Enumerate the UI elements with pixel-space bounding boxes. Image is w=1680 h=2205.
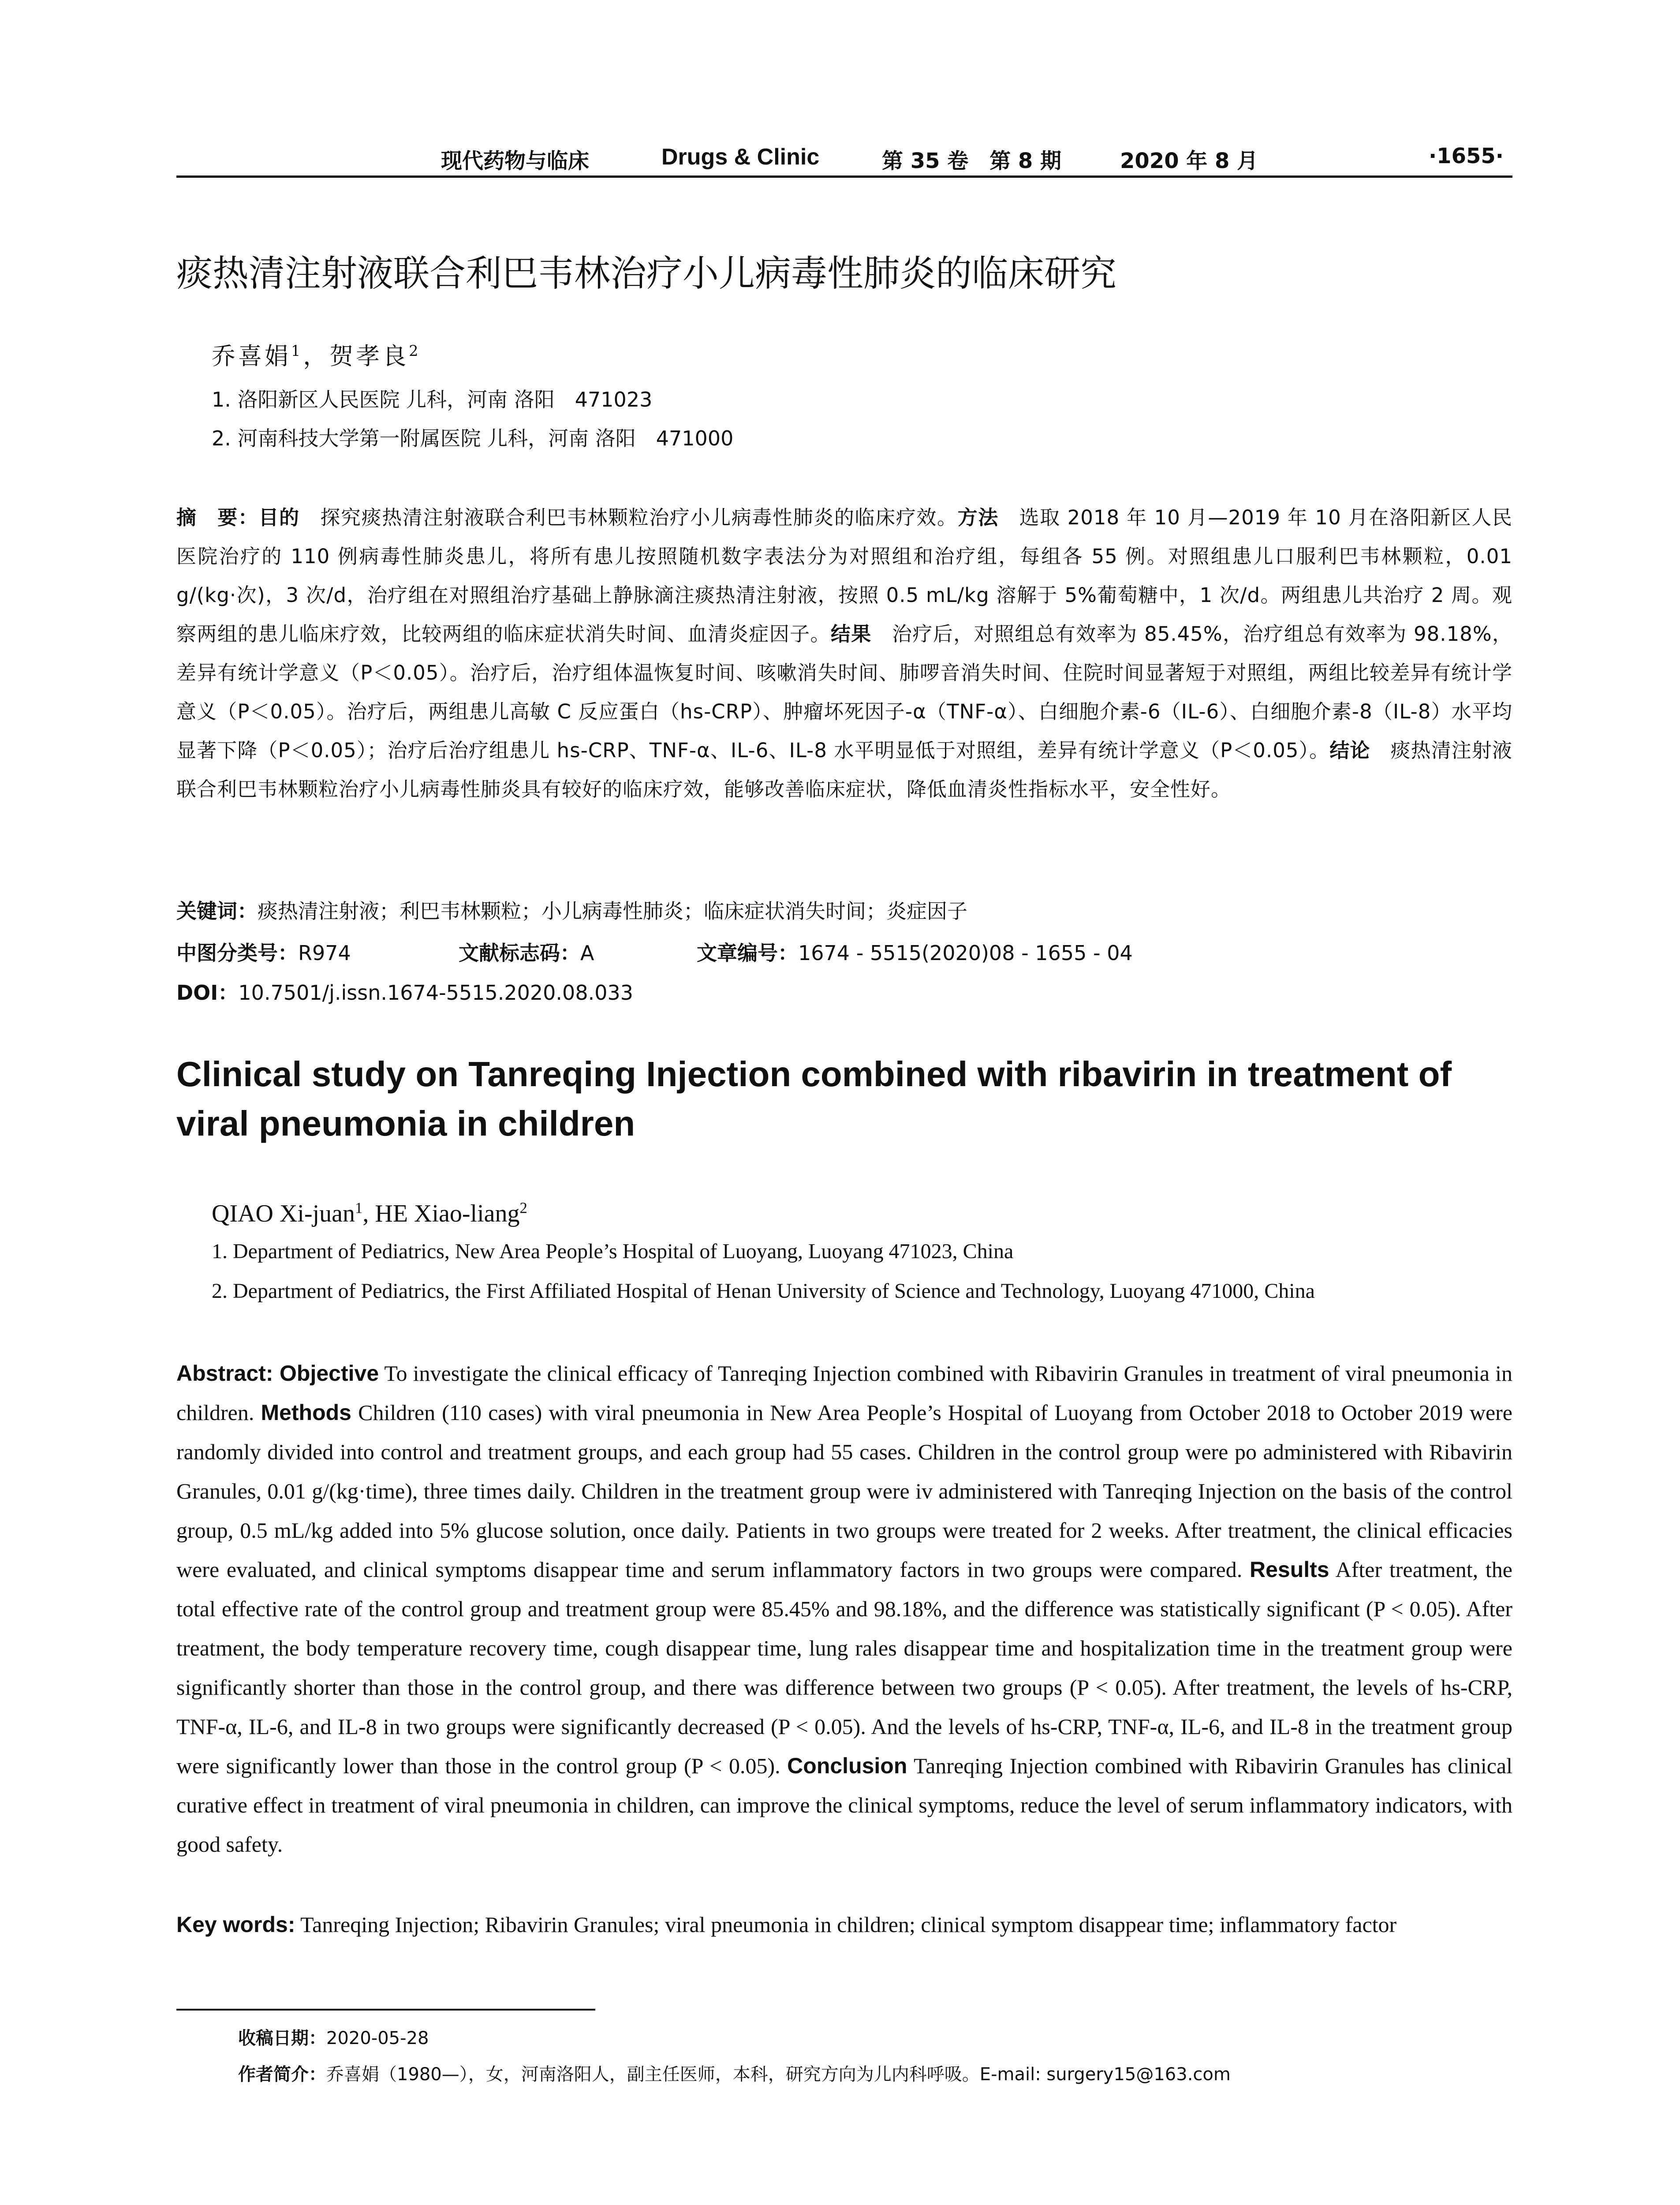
page-number: ·1655· <box>1428 144 1504 168</box>
volume-issue: 第 35 卷 第 8 期 <box>882 149 1062 173</box>
received-label: 收稿日期： <box>238 2028 326 2048</box>
footnote-divider <box>176 2009 595 2011</box>
article-number: 文章编号：1674 - 5515(2020)08 - 1655 - 04 <box>697 941 1133 965</box>
objective-label-cn: 目的 <box>258 506 300 529</box>
author-separator-en: , <box>362 1200 375 1227</box>
author-2-en: HE Xiao-liang <box>375 1200 520 1227</box>
results-label-cn: 结果 <box>830 622 872 646</box>
english-authors <box>212 1200 527 1228</box>
clc-number: 中图分类号：R974 <box>176 941 351 965</box>
chinese-affiliation-1: 1. 洛阳新区人民医院 儿科，河南 洛阳 471023 <box>212 388 653 411</box>
author-2-cn: 贺孝良 <box>329 342 409 370</box>
received-value: 2020-05-28 <box>326 2028 429 2048</box>
author-bio-text: 乔喜娟（1980—），女，河南洛阳人，副主任医师，本科，研究方向为儿内科呼吸。E-mail: surgery15@163.com <box>326 2064 1231 2085</box>
methods-label-cn: 方法 <box>957 506 999 529</box>
running-header <box>176 140 1512 178</box>
author-2-en-affiliation-mark: 2 <box>519 1199 527 1217</box>
results-text-en: After treatment, the total effective rate of the control group and treatment group were 85.45% and 98.18%, and the difference was statistically significant (P < 0.05). After treatment, the body temperature recovery time, cough disappear time, lung rales disappear time and hospitalization time in the treatment group were significantly shorter than those in the control group, and there was difference between two groups (P < 0.05). After treatment, the levels of hs-CRP, TNF-α, IL-6, and IL-8 in two groups were significantly decreased (P < 0.05). And the levels of hs-CRP, TNF-α, IL-6, and IL-8 in the treatment group were significantly lower than those in the control group (P < 0.05). <box>176 1557 1512 1778</box>
issue-date: 2020 年 8 月 <box>1120 149 1258 173</box>
author-1-en-affiliation-mark: 1 <box>355 1199 363 1217</box>
results-label-en: Results <box>1249 1557 1329 1582</box>
chinese-title: 痰热清注射液联合利巴韦林治疗小儿病毒性肺炎的临床研究 <box>176 253 1117 295</box>
author-2-affiliation-mark: 2 <box>409 342 421 359</box>
doi <box>176 977 633 1006</box>
keywords-label-cn: 关键词： <box>176 899 258 923</box>
doi-value: 10.7501/j.issn.1674-5515.2020.08.033 <box>238 981 634 1005</box>
conclusion-label-cn: 结论 <box>1329 739 1370 762</box>
english-title: Clinical study on Tanreqing Injection combined with ribavirin in treatment of viral pneumonia in children <box>176 1054 1452 1143</box>
objective-text-en: To investigate the clinical efficacy of Tanreqing Injection combined with Ribavirin Granules in treatment of viral pneumonia in children. <box>176 1361 1512 1425</box>
journal-name-en: Drugs & Clinic <box>661 144 820 170</box>
conclusion-label-en: Conclusion <box>787 1753 907 1778</box>
abstract-objective-label-en: Abstract: Objective <box>176 1361 379 1386</box>
received-date <box>238 2024 1512 2049</box>
doi-label: DOI： <box>176 981 239 1005</box>
objective-text-cn: 探究痰热清注射液联合利巴韦林颗粒治疗小儿病毒性肺炎的临床疗效。 <box>299 506 958 529</box>
english-abstract <box>176 1354 1512 1864</box>
journal-name-cn: 现代药物与临床 <box>441 149 590 173</box>
chinese-keywords <box>176 895 1512 924</box>
methods-text-en: Children (110 cases) with viral pneumonia in New Area People’s Hospital of Luoyang from October 2018 to October 2019 were randomly divided into control and treatment groups, and each group had 55 cases. Children in the control group were po administered with Ribavirin Granules, 0.01 g/(kg·time), three times daily. Children in the treatment group were iv administered with Tanreqing Injection on the basis of the control group, 0.5 mL/kg added into 5% glucose solution, once daily. Patients in two groups were treated for 2 weeks. After treatment, the clinical efficacies were evaluated, and clinical symptoms disappear time and serum inflammatory factors in two groups were compared. <box>176 1400 1512 1582</box>
english-affiliation-2: 2. Department of Pediatrics, the First Affiliated Hospital of Henan University of Science and Technology, Luoyang 471000, China <box>212 1279 1315 1303</box>
author-1-cn: 乔喜娟 <box>212 342 291 370</box>
classification-line <box>176 937 1512 968</box>
keywords-label-en: Key words: <box>176 1912 295 1937</box>
methods-label-en: Methods <box>261 1400 351 1425</box>
english-keywords <box>176 1905 1512 1944</box>
english-affiliation-1: 1. Department of Pediatrics, New Area People’s Hospital of Luoyang, Luoyang 471023, China <box>212 1240 1014 1263</box>
chinese-affiliation-2: 2. 河南科技大学第一附属医院 儿科，河南 洛阳 471000 <box>212 426 734 450</box>
conclusion-text-en: Tanreqing Injection combined with Ribavirin Granules has clinical curative effect in treatment of viral pneumonia in children, can improve the clinical symptoms, reduce the level of serum inflammatory indicators, with good safety. <box>176 1753 1512 1857</box>
methods-text-cn: 选取 2018 年 10 月—2019 年 10 月在洛阳新区人民医院治疗的 110 例病毒性肺炎患儿，将所有患儿按照随机数字表法分为对照组和治疗组，每组各 55 例。对照组患儿口服利巴韦林颗粒，0.01 g/(kg·次)，3 次/d，治疗组在对照组治疗基础上静脉滴注痰热清注射液，按照 0.5 mL/kg 溶解于 5%葡萄糖中，1 次/d。两组患儿共治疗 2 周。观察两组的患儿临床疗效，比较两组的临床症状消失时间、血清炎症因子。 <box>176 506 1512 646</box>
abstract-label-cn: 摘 要： <box>176 506 259 529</box>
author-bio <box>238 2060 1512 2085</box>
author-separator: ， <box>303 342 330 370</box>
chinese-abstract <box>176 498 1512 809</box>
conclusion-text-cn: 痰热清注射液联合利巴韦林颗粒治疗小儿病毒性肺炎具有较好的临床疗效，能够改善临床症状，降低血清炎性指标水平，安全性好。 <box>176 739 1512 801</box>
results-text-cn: 治疗后，对照组总有效率为 85.45%，治疗组总有效率为 98.18%，差异有统计学意义（P＜0.05）。治疗后，治疗组体温恢复时间、咳嗽消失时间、肺啰音消失时间、住院时间显著短于对照组，两组比较差异有统计学意义（P＜0.05）。治疗后，两组患儿高敏 C 反应蛋白（hs-CRP）、肿瘤坏死因子-α（TNF-α）、白细胞介素-6（IL-6）、白细胞介素-8（IL-8）水平均显著下降（P＜0.05）；治疗后治疗组患儿 hs-CRP、TNF-α、IL-6、IL-8 水平明显低于对照组，差异有统计学意义（P＜0.05）。 <box>176 622 1512 762</box>
author-1-affiliation-mark: 1 <box>291 342 303 359</box>
chinese-authors <box>212 337 421 371</box>
author-1-en: QIAO Xi-juan <box>212 1200 355 1227</box>
document-code: 文献标志码：A <box>459 941 594 965</box>
keywords-text-en: Tanreqing Injection; Ribavirin Granules; viral pneumonia in children; clinical symptom disappear time; inflammatory factor <box>295 1912 1397 1937</box>
keywords-text-cn: 痰热清注射液；利巴韦林颗粒；小儿病毒性肺炎；临床症状消失时间；炎症因子 <box>258 899 967 923</box>
author-bio-label: 作者简介： <box>238 2064 326 2085</box>
